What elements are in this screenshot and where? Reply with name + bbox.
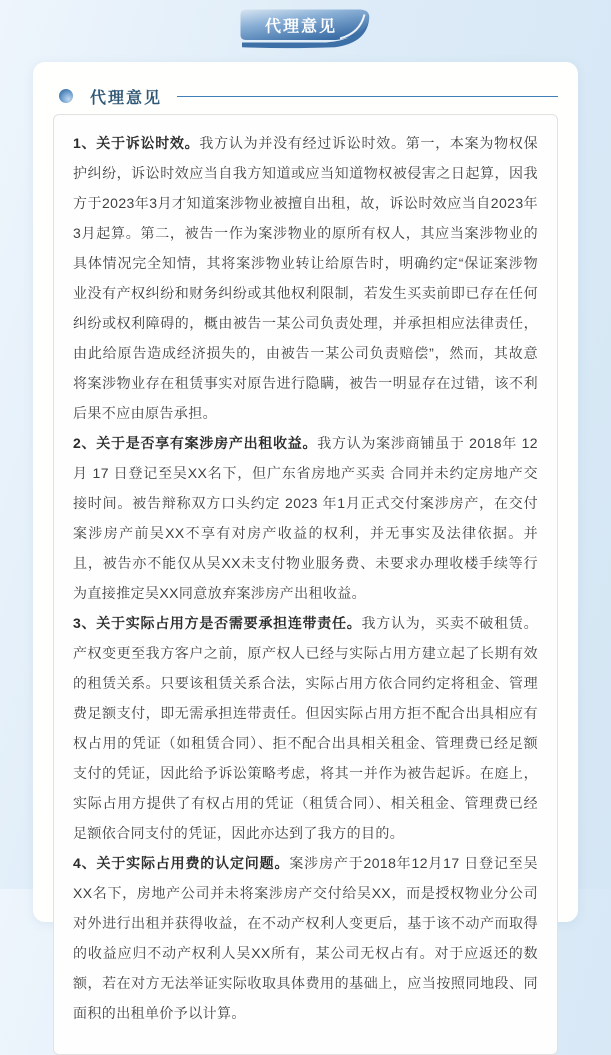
section-title: 代理意见 — [90, 89, 163, 107]
ribbon-badge-graphic — [230, 7, 382, 49]
paragraph-4-body: 案涉房产于2018年12月17 日登记至吴XX名下，房地产公司并未将案涉房产交付给吴XX，而是授权物业分公司对外进行出租并获得收益，在不动产权利人变更后，基于该不动产而取得的收益应归不动产权利人吴XX所有，某公司无权占有。对于应返还的数额，若在对方无法举证实际收取具体费用的基础上，应当按照同地段、同面积的出租单价予以计算。 — [73, 855, 539, 1021]
opinion-paragraph-3 — [73, 608, 538, 848]
paragraph-2-body: 我方认为案涉商铺虽于 2018年 12 月 17 日登记至吴XX名下，但广东省房地产买卖 合同并未约定房地产交接时间。被告辩称双方口头约定 2023 年1月正式交付案涉房产，在交付案涉房产前吴XX不享有对房产收益的权利，并无事实及法律依据。并且，被告亦不能仅从吴XX未支付物业服务费、未要求办理收楼手续等行为直接推定吴XX同意放弃案涉房产出租收益。 — [73, 435, 538, 601]
paragraph-3-lead: 3、关于实际占用方是否需要承担连带责任。 — [73, 615, 362, 631]
opinion-paragraph-1 — [73, 128, 538, 428]
ribbon-badge-label: 代理意见 — [264, 18, 337, 36]
opinion-card — [33, 62, 578, 1021]
paragraph-3-body: 我方认为，买卖不破租赁。产权变更至我方客户之前，原产权人已经与实际占用方建立起了长期有效的租赁关系。只要该租赁关系合法，实际占用方依合同约定将租金、管理费足额支付，即无需承担连带责任。但因实际占用方拒不配合出具相应有权占用的凭证（如租赁合同）、拒不配合出具相关租金、管理费已经足额支付的凭证，因此给予诉讼策略考虑，将其一并作为被告起诉。在庭上，实际占用方提供了有权占用的凭证（租赁合同）、相关租金、管理费已经足额依合同支付的凭证，因此亦达到了我方的目的。 — [73, 615, 538, 841]
sphere-bullet-icon — [59, 89, 73, 103]
section-divider — [177, 96, 558, 97]
paragraph-1-lead: 1、关于诉讼时效。 — [73, 135, 200, 151]
ribbon-banner — [0, 0, 611, 48]
paragraph-4-lead: 4、关于实际占用费的认定问题。 — [73, 855, 290, 871]
paragraph-2-lead: 2、关于是否享有案涉房产出租收益。 — [73, 435, 318, 451]
opinion-paragraph-2 — [73, 428, 538, 608]
section-header — [53, 85, 558, 107]
opinion-content-box — [53, 114, 558, 1055]
paragraph-1-body: 我方认为并没有经过诉讼时效。第一，本案为物权保护纠纷，诉讼时效应当自我方知道或应当知道物权被侵害之日起算，因我方于2023年3月才知道案涉物业被擅自出租，故，诉讼时效应当自2023年3月起算。第二，被告一作为案涉物业的原所有权人，其应当案涉物业的具体情况完全知情，其将案涉物业转让给原告时，明确约定“保证案涉物业没有产权纠纷和财务纠纷或其他权利限制，若发生买卖前即已存在任何纠纷或权利障碍的，概由被告一某公司负责处理，并承担相应法律责任，由此给原告造成经济损失的，由被告一某公司负责赔偿”，然而，其故意将案涉物业存在租赁事实对原告进行隐瞒，被告一明显存在过错，该不利后果不应由原告承担。 — [73, 135, 539, 421]
opinion-paragraph-4 — [73, 848, 538, 1028]
